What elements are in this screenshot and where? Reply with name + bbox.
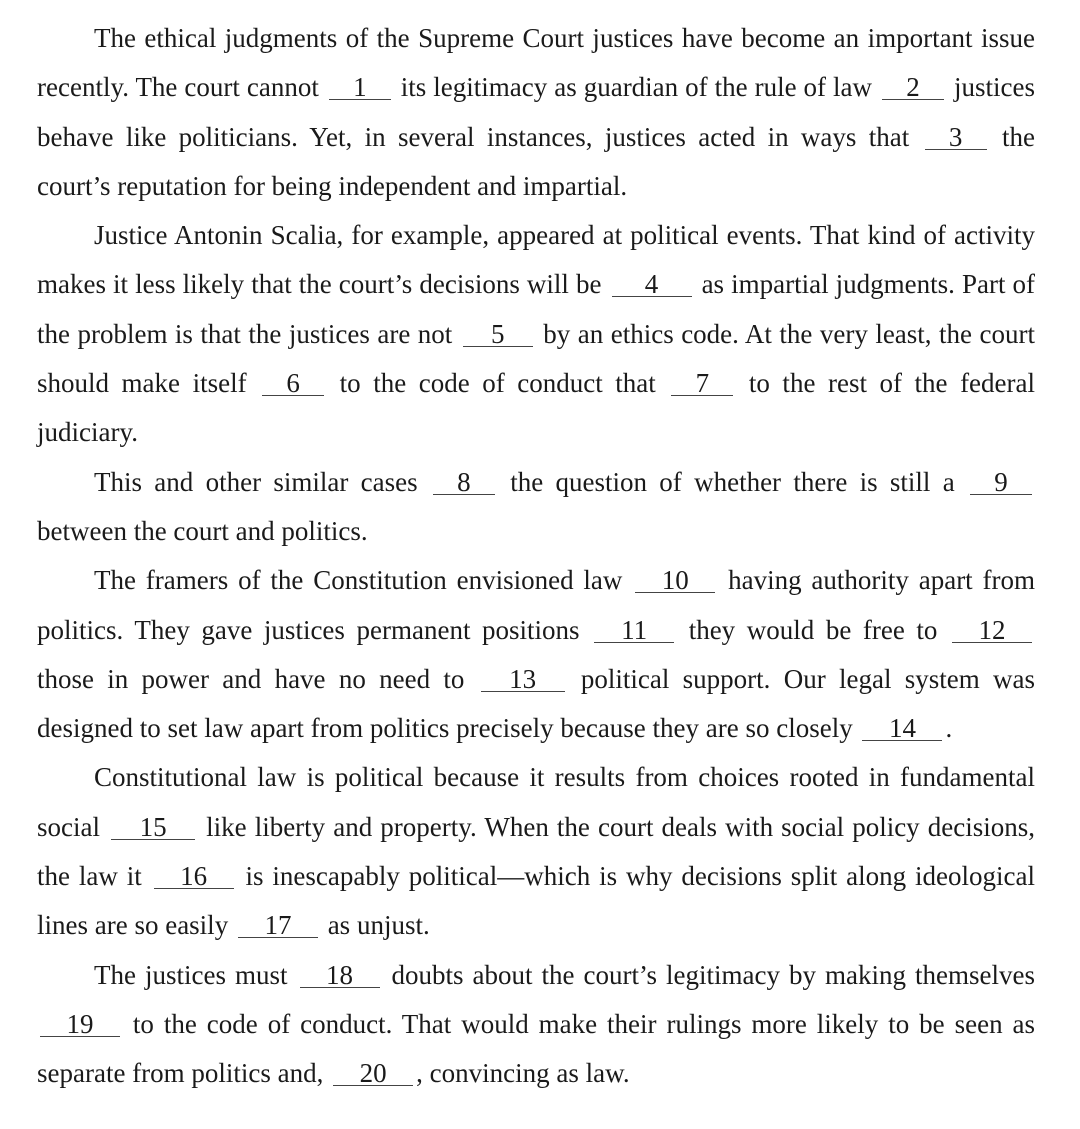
passage-text: to the code of conduct that	[327, 368, 669, 399]
blank-12: 12	[952, 618, 1032, 643]
passage-text: This and other similar cases	[94, 466, 430, 497]
passage-text: The justices must	[94, 959, 297, 990]
blank-7: 7	[671, 371, 733, 396]
cloze-passage	[37, 14, 1035, 1099]
blank-9: 9	[970, 470, 1032, 495]
blank-6: 6	[262, 371, 324, 396]
passage-text: the court’s reputation for being independent and impartial.	[37, 121, 1035, 201]
blank-20: 20	[333, 1061, 413, 1086]
blank-4: 4	[612, 272, 692, 297]
passage-text: is inescapably political—which is why decisions split along ideological lines are so easily	[37, 861, 1035, 941]
passage-text: the question of whether there is still a	[497, 466, 967, 497]
passage-text: The ethical judgments of the Supreme Court justices have become an important issue recently. The court cannot	[37, 23, 1035, 103]
passage-text: to the code of conduct. That would make their rulings more likely to be seen as separate from politics and,	[37, 1008, 1035, 1089]
passage-text: Constitutional law is political because it results from choices rooted in fundamental social	[37, 762, 1035, 842]
paragraph-3	[37, 458, 1035, 557]
paragraph-2	[37, 211, 1035, 457]
passage-text: doubts about the court’s legitimacy by making themselves	[382, 959, 1035, 990]
passage-text: as impartial judgments. Part of the problem is that the justices are not	[37, 269, 1036, 349]
passage-text: those in power and have no need to	[37, 663, 478, 694]
paragraph-4	[37, 556, 1035, 753]
passage-text: as unjust.	[320, 910, 430, 941]
blank-15: 15	[111, 815, 195, 840]
blank-19: 19	[40, 1012, 120, 1037]
passage-text: they would be free to	[677, 614, 950, 645]
blank-1: 1	[329, 75, 391, 100]
paragraph-6	[37, 951, 1035, 1099]
blank-11: 11	[594, 618, 674, 643]
paragraph-1	[37, 14, 1035, 211]
passage-text: by an ethics code. At the very least, the court should make itself	[37, 318, 1035, 399]
passage-text: to the rest of the federal judiciary.	[37, 368, 1036, 448]
blank-16: 16	[154, 864, 234, 889]
blank-5: 5	[463, 322, 533, 347]
passage-text: justices behave like politicians. Yet, in several instances, justices acted in ways that	[37, 72, 1035, 152]
passage-text: its legitimacy as guardian of the rule of law	[393, 72, 879, 103]
passage-text: , convincing as law.	[416, 1058, 630, 1089]
blank-17: 17	[238, 913, 318, 938]
blank-8: 8	[433, 470, 495, 495]
passage-text: like liberty and property. When the court deals with social policy decisions, the law it	[37, 811, 1035, 892]
blank-3: 3	[925, 125, 987, 150]
passage-text: .	[945, 713, 953, 744]
blank-2: 2	[882, 75, 944, 100]
passage-text: between the court and politics.	[37, 515, 368, 546]
blank-18: 18	[300, 963, 380, 988]
passage-text: political support. Our legal system was designed to set law apart from politics precisely because they are so closely	[37, 663, 1035, 744]
blank-13: 13	[481, 667, 565, 692]
paragraph-5	[37, 753, 1035, 950]
passage-text: Justice Antonin Scalia, for example, appeared at political events. That kind of activity makes it less likely that the court’s decisions will be	[37, 220, 1035, 300]
passage-text: having authority apart from politics. They gave justices permanent positions	[37, 565, 1036, 645]
passage-text: The framers of the Constitution envisioned law	[94, 565, 633, 596]
blank-10: 10	[635, 568, 715, 593]
blank-14: 14	[862, 716, 942, 741]
